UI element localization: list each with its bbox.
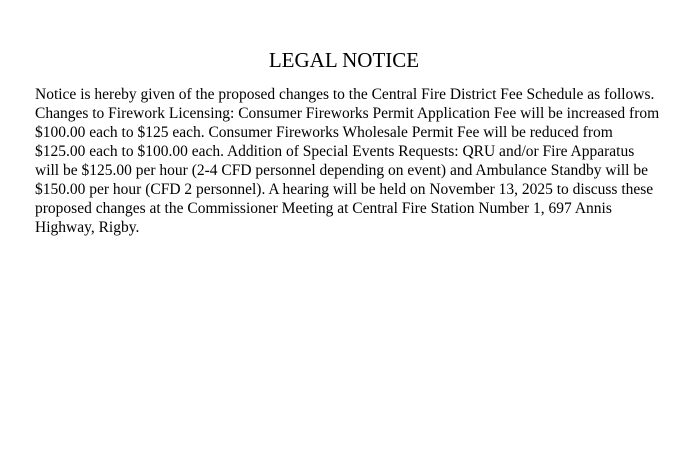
notice-body-text: Notice is hereby given of the proposed changes to the Central Fire District Fee Schedule as follows. Changes to Firework Licensing: Consumer Fireworks Permit Application Fee will be increased from $100.00 each to $125 each. Consumer Fireworks Wholesale Permit Fee will be reduced from $125.00 each to $100.00 each. Addition of Special Events Requests: QRU and/or Fire Apparatus will be $125.00 per hour (2-4 CFD personnel depending on event) and Ambulance Standby will be $150.00 per hour (CFD 2 personnel). A hearing will be held on November 13, 2025 to discuss these proposed changes at the Commissioner Meeting at Central Fire Station Number 1, 697 Annis Highway, Rigby. [35,86,660,236]
page-title: LEGAL NOTICE [268,48,420,72]
